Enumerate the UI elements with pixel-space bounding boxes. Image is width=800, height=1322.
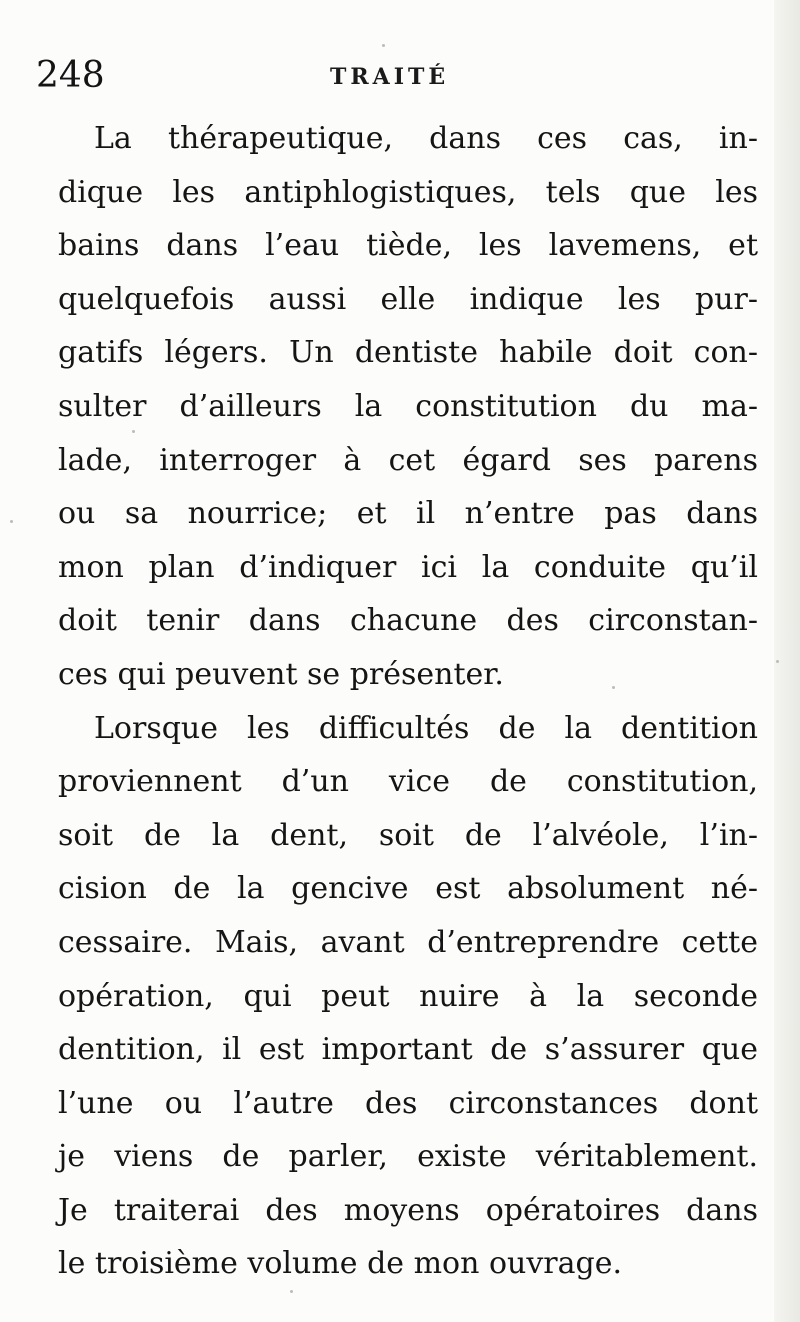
text-line: cision de la gencive est absolument né- — [58, 871, 758, 907]
paragraph-therapeutique — [58, 112, 758, 702]
paper-speck — [290, 1290, 293, 1293]
paragraph-lorsque — [58, 702, 758, 1292]
text-line: soit de la dent, soit de l’alvéole, l’in- — [58, 817, 758, 853]
paper-speck — [612, 686, 615, 689]
text-line: gatifs légers. Un dentiste habile doit con- — [58, 335, 758, 371]
text-line: dentition, il est important de s’assurer que — [58, 1032, 758, 1068]
text-line: bains dans l’eau tiède, les lavemens, et — [58, 228, 758, 264]
text-line: opération, qui peut nuire à la seconde — [58, 978, 758, 1014]
text-line: sulter d’ailleurs la constitution du ma- — [58, 388, 758, 424]
paper-speck — [776, 660, 779, 663]
text-line: je viens de parler, existe véritablement. — [58, 1139, 758, 1175]
text-line: proviennent d’un vice de constitution, — [58, 764, 758, 800]
text-line: doit tenir dans chacune des circonstan- — [58, 603, 758, 639]
text-line: cessaire. Mais, avant d’entreprendre cette — [58, 924, 758, 960]
page-number: 248 — [36, 55, 105, 96]
running-title: TRAITÉ — [330, 64, 450, 90]
text-line: le troisième volume de mon ouvrage. — [58, 1246, 622, 1282]
text-line: Lorsque les difficultés de la dentition — [94, 710, 758, 746]
body-text — [58, 112, 758, 1291]
paper-speck — [10, 520, 13, 523]
text-line: l’une ou l’autre des circonstances dont — [58, 1085, 758, 1121]
text-line: lade, interroger à cet égard ses parens — [58, 442, 758, 478]
text-line: ou sa nourrice; et il n’entre pas dans — [58, 496, 758, 532]
paper-speck — [382, 44, 385, 47]
text-line: dique les antiphlogistiques, tels que les — [58, 174, 758, 210]
text-line: Je traiterai des moyens opératoires dans — [58, 1192, 758, 1228]
paper-speck — [132, 430, 135, 433]
text-line: ces qui peuvent se présenter. — [58, 656, 504, 692]
text-line: mon plan d’indiquer ici la conduite qu’il — [58, 549, 758, 585]
text-line: quelquefois aussi elle indique les pur- — [58, 281, 758, 317]
text-line: La thérapeutique, dans ces cas, in- — [94, 121, 758, 156]
